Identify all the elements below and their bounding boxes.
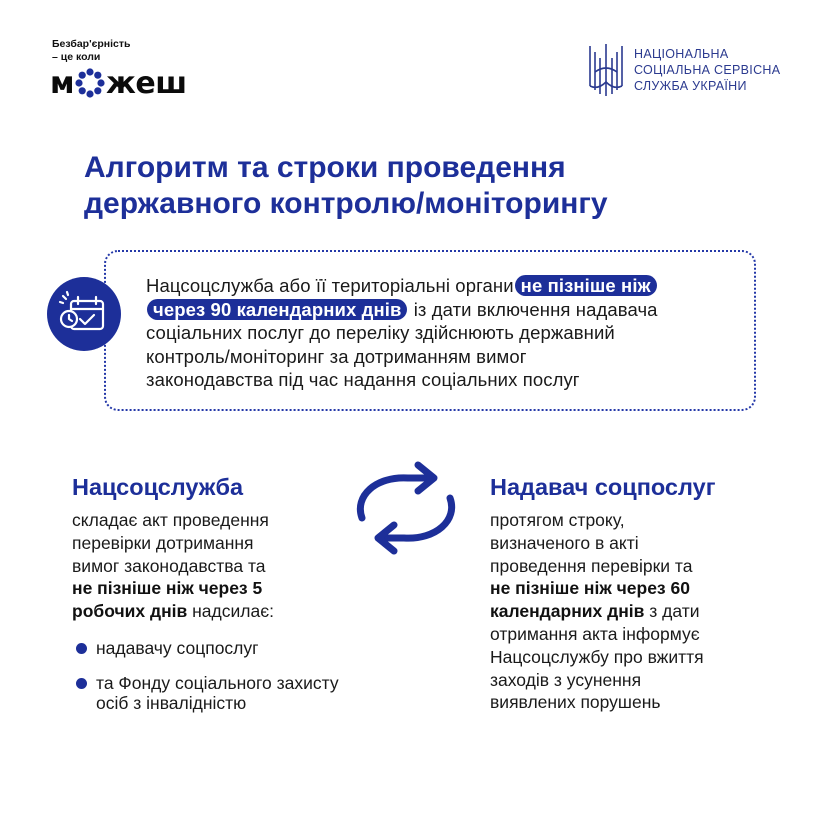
brand-tagline [52,38,192,64]
brand-logo [50,66,187,100]
info-line2 [146,298,746,322]
list-item [76,673,406,713]
left-column-title: Нацсоцслужба [72,474,244,500]
right-line5-bold: календарних днів [490,601,645,622]
right-line5-text: з дати [644,601,700,622]
info-line2-text: із дати включення надавача [413,298,658,320]
left-line4-bold: не пізніше ніж через 5 [72,578,263,599]
left-line1: складає акт проведення [72,510,269,530]
info-text [146,274,746,392]
left-line5-text: надсилає: [187,601,274,622]
right-line5 [490,600,790,623]
right-line2: визначеного в акті [490,532,639,553]
right-line9: виявлених порушень [490,692,661,713]
right-line8: заходів з усунення [490,669,642,690]
info-highlight-1: не пізніше ніж [515,275,657,296]
right-line4 [490,577,790,600]
page-title-line2: державного контролю/моніторингу [84,187,608,220]
calendar-clock-check-icon [47,277,121,351]
org-name-line3: СЛУЖБА УКРАЇНИ [634,79,747,93]
right-column-title: Надавач соцпослуг [490,474,716,500]
left-line3: вимог законодавства та [72,555,266,576]
info-line3: соціальних послуг до переліку здійснюють державний [146,322,615,343]
left-line4 [72,577,392,600]
right-line6: отримання акта інформує [490,623,700,644]
brand-tagline-line1: Безбар'єрність [52,38,131,50]
left-line5 [72,600,392,623]
org-name [634,46,804,94]
org-name-line2: СОЦІАЛЬНА СЕРВІСНА [634,63,781,77]
bullet-dot-icon [76,643,87,654]
left-line5-bold: робочих днів [72,601,188,622]
left-line2: перевірки дотримання [72,532,254,553]
trident-emblem-icon [586,42,626,98]
left-column-text [72,509,392,623]
refresh-cycle-arrows-icon [346,460,466,556]
right-column-text [490,509,790,714]
page-title [84,150,744,222]
list-item-text [96,673,339,713]
info-line4: контроль/моніторинг за дотриманням вимог [146,345,527,367]
right-line3: проведення перевірки та [490,555,693,576]
right-line7: Нацсоцслужбу про вжиття [490,646,704,667]
info-highlight-2: через 90 календарних днів [147,299,407,320]
list-item-line1: надавачу соцпослуг [96,638,259,658]
page-title-line1: Алгоритм та строки проведення [84,151,566,184]
right-line4-bold: не пізніше ніж через 60 [490,578,690,599]
right-line1: протягом строку, [490,510,625,530]
info-line1 [146,274,746,298]
brand-word-end: жеш [106,65,187,101]
bullet-dot-icon [76,678,87,689]
org-name-line1: НАЦІОНАЛЬНА [634,47,729,61]
list-item-text [96,638,259,658]
brand-tagline-line2: – це коли [52,51,101,63]
brand-word-start: м [50,65,75,101]
dots-circle-icon [75,68,105,98]
list-item [76,638,406,658]
info-line1-text: Нацсоцслужба або її територіальні органи [146,275,514,296]
list-item-line2: осіб з інвалідністю [96,693,247,713]
list-item-line1: та Фонду соціального захисту [96,673,339,693]
info-line5: законодавства під час надання соціальних послуг [146,369,580,390]
recipient-list [76,638,406,728]
